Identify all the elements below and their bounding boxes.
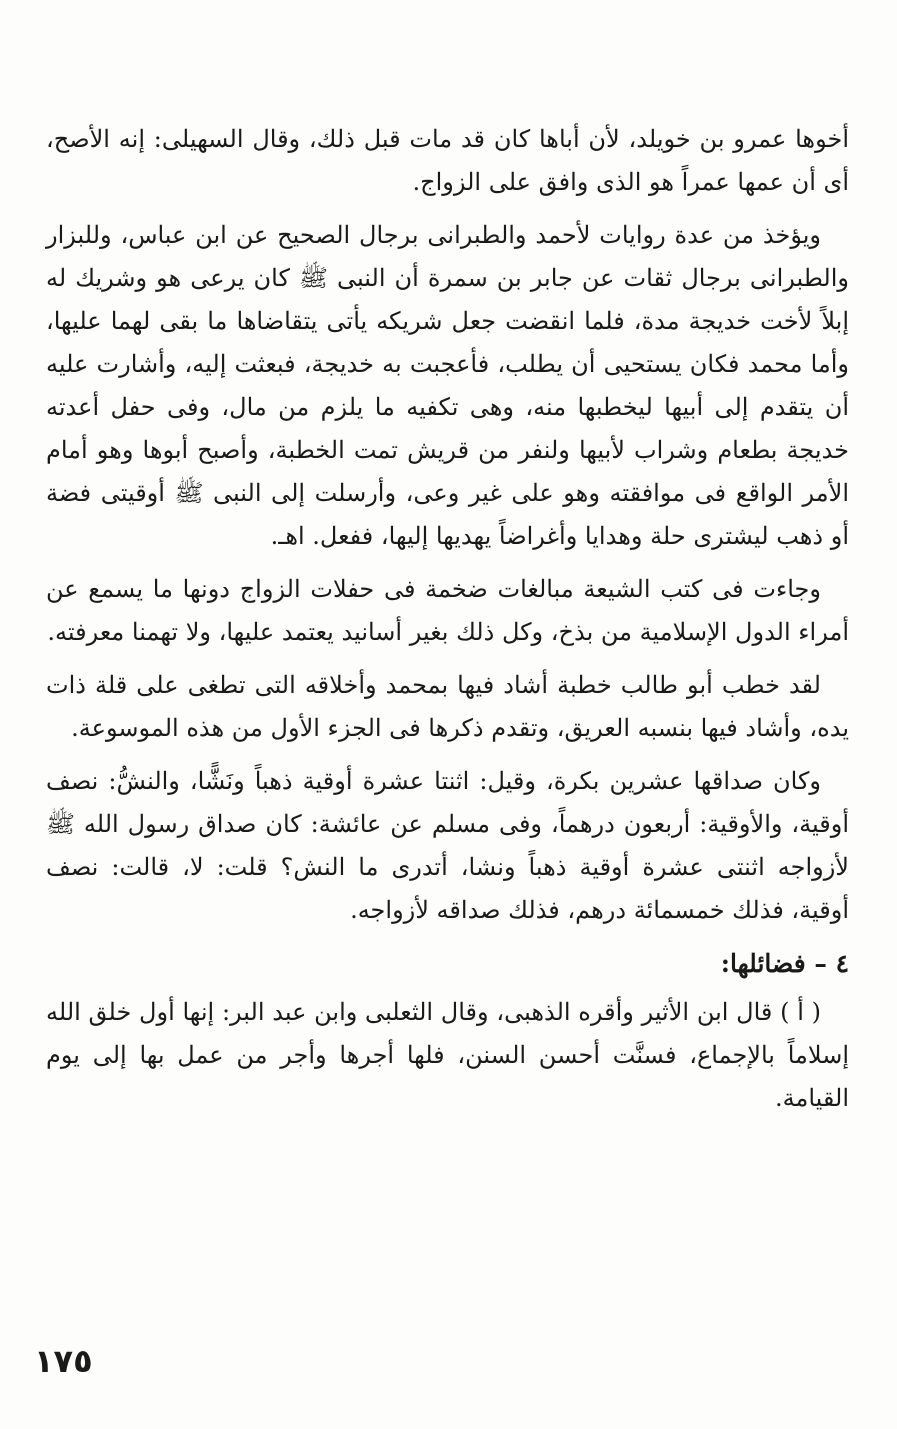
page-number: ١٧٥: [34, 1342, 93, 1380]
paragraph-continuation: أخوها عمرو بن خويلد، لأن أباها كان قد مات قبل ذلك، وقال السهيلى: إنه الأصح، أى أن عمها عمراً هو الذى وافق على الزواج.: [46, 125, 849, 196]
paragraph-abu-talib-sermon: لقد خطب أبو طالب خطبة أشاد فيها بمحمد وأخلاقه التى تطغى على قلة ذات يده، وأشاد فيها بنسبه العريق، وتقدم ذكرها فى الجزء الأول من هذه الموسوعة.: [46, 671, 849, 742]
paragraph-shia-books: وجاءت فى كتب الشيعة مبالغات ضخمة فى حفلات الزواج دونها ما يسمع عن أمراء الدول الإسلامية من بذخ، وكل ذلك بغير أسانيد يعتمد عليها، ولا تهمنا معرفته.: [46, 575, 849, 646]
paragraph-virtues: ( أ ) قال ابن الأثير وأقره الذهبى، وقال الثعلبى وابن عبد البر: إنها أول خلق الله إسلاماً بالإجماع، فسنَّت أحسن السنن، فلها أجرها وأجر من عمل بها إلى يوم القيامة.: [46, 998, 849, 1112]
paragraph-marriage-narration: ويؤخذ من عدة روايات لأحمد والطبرانى برجال الصحيح عن ابن عباس، وللبزار والطبرانى برجال ثقات عن جابر بن سمرة أن النبى ﷺ كان يرعى هو وشريك له إبلاً لأخت خديجة مدة، فلما انقضت جعل شريكه يأتى يتقاضاها ما بقى لهما عليها، وأما محمد فكان يستحيى أن يطلب، فأعجبت به خديجة، فبعثت إليه، وأشارت عليه أن يتقدم إلى أبيها ليخطبها منه، وهى تكفيه ما يلزم من مال، وفى حفل أعدته خديجة بطعام وشراب لأبيها ولنفر من قريش تمت الخطبة، وأصبح أبوها وهو أمام الأمر الواقع فى موافقته وهو على غير وعى، وأرسلت إلى النبى ﷺ أوقيتى فضة أو ذهب ليشترى حلة وهدايا وأغراضاً يهديها إليها، ففعل. اهـ.: [46, 221, 849, 550]
page-body: [46, 118, 849, 1130]
paragraph-dowry: وكان صداقها عشرين بكرة، وقيل: اثنتا عشرة أوقية ذهباً ونَشًّا، والنشُّ: نصف أوقية، والأوقية: أربعون درهماً، وفى مسلم عن عائشة: كان صداق رسول الله ﷺ لأزواجه اثنتى عشرة أوقية ذهباً ونشا، أتدرى ما النش؟ قلت: لا، قالت: نصف أوقية، فذلك خمسمائة درهم، فذلك صداقه لأزواجه.: [46, 767, 849, 924]
section-heading: ٤ – فضائلها:: [720, 949, 849, 978]
